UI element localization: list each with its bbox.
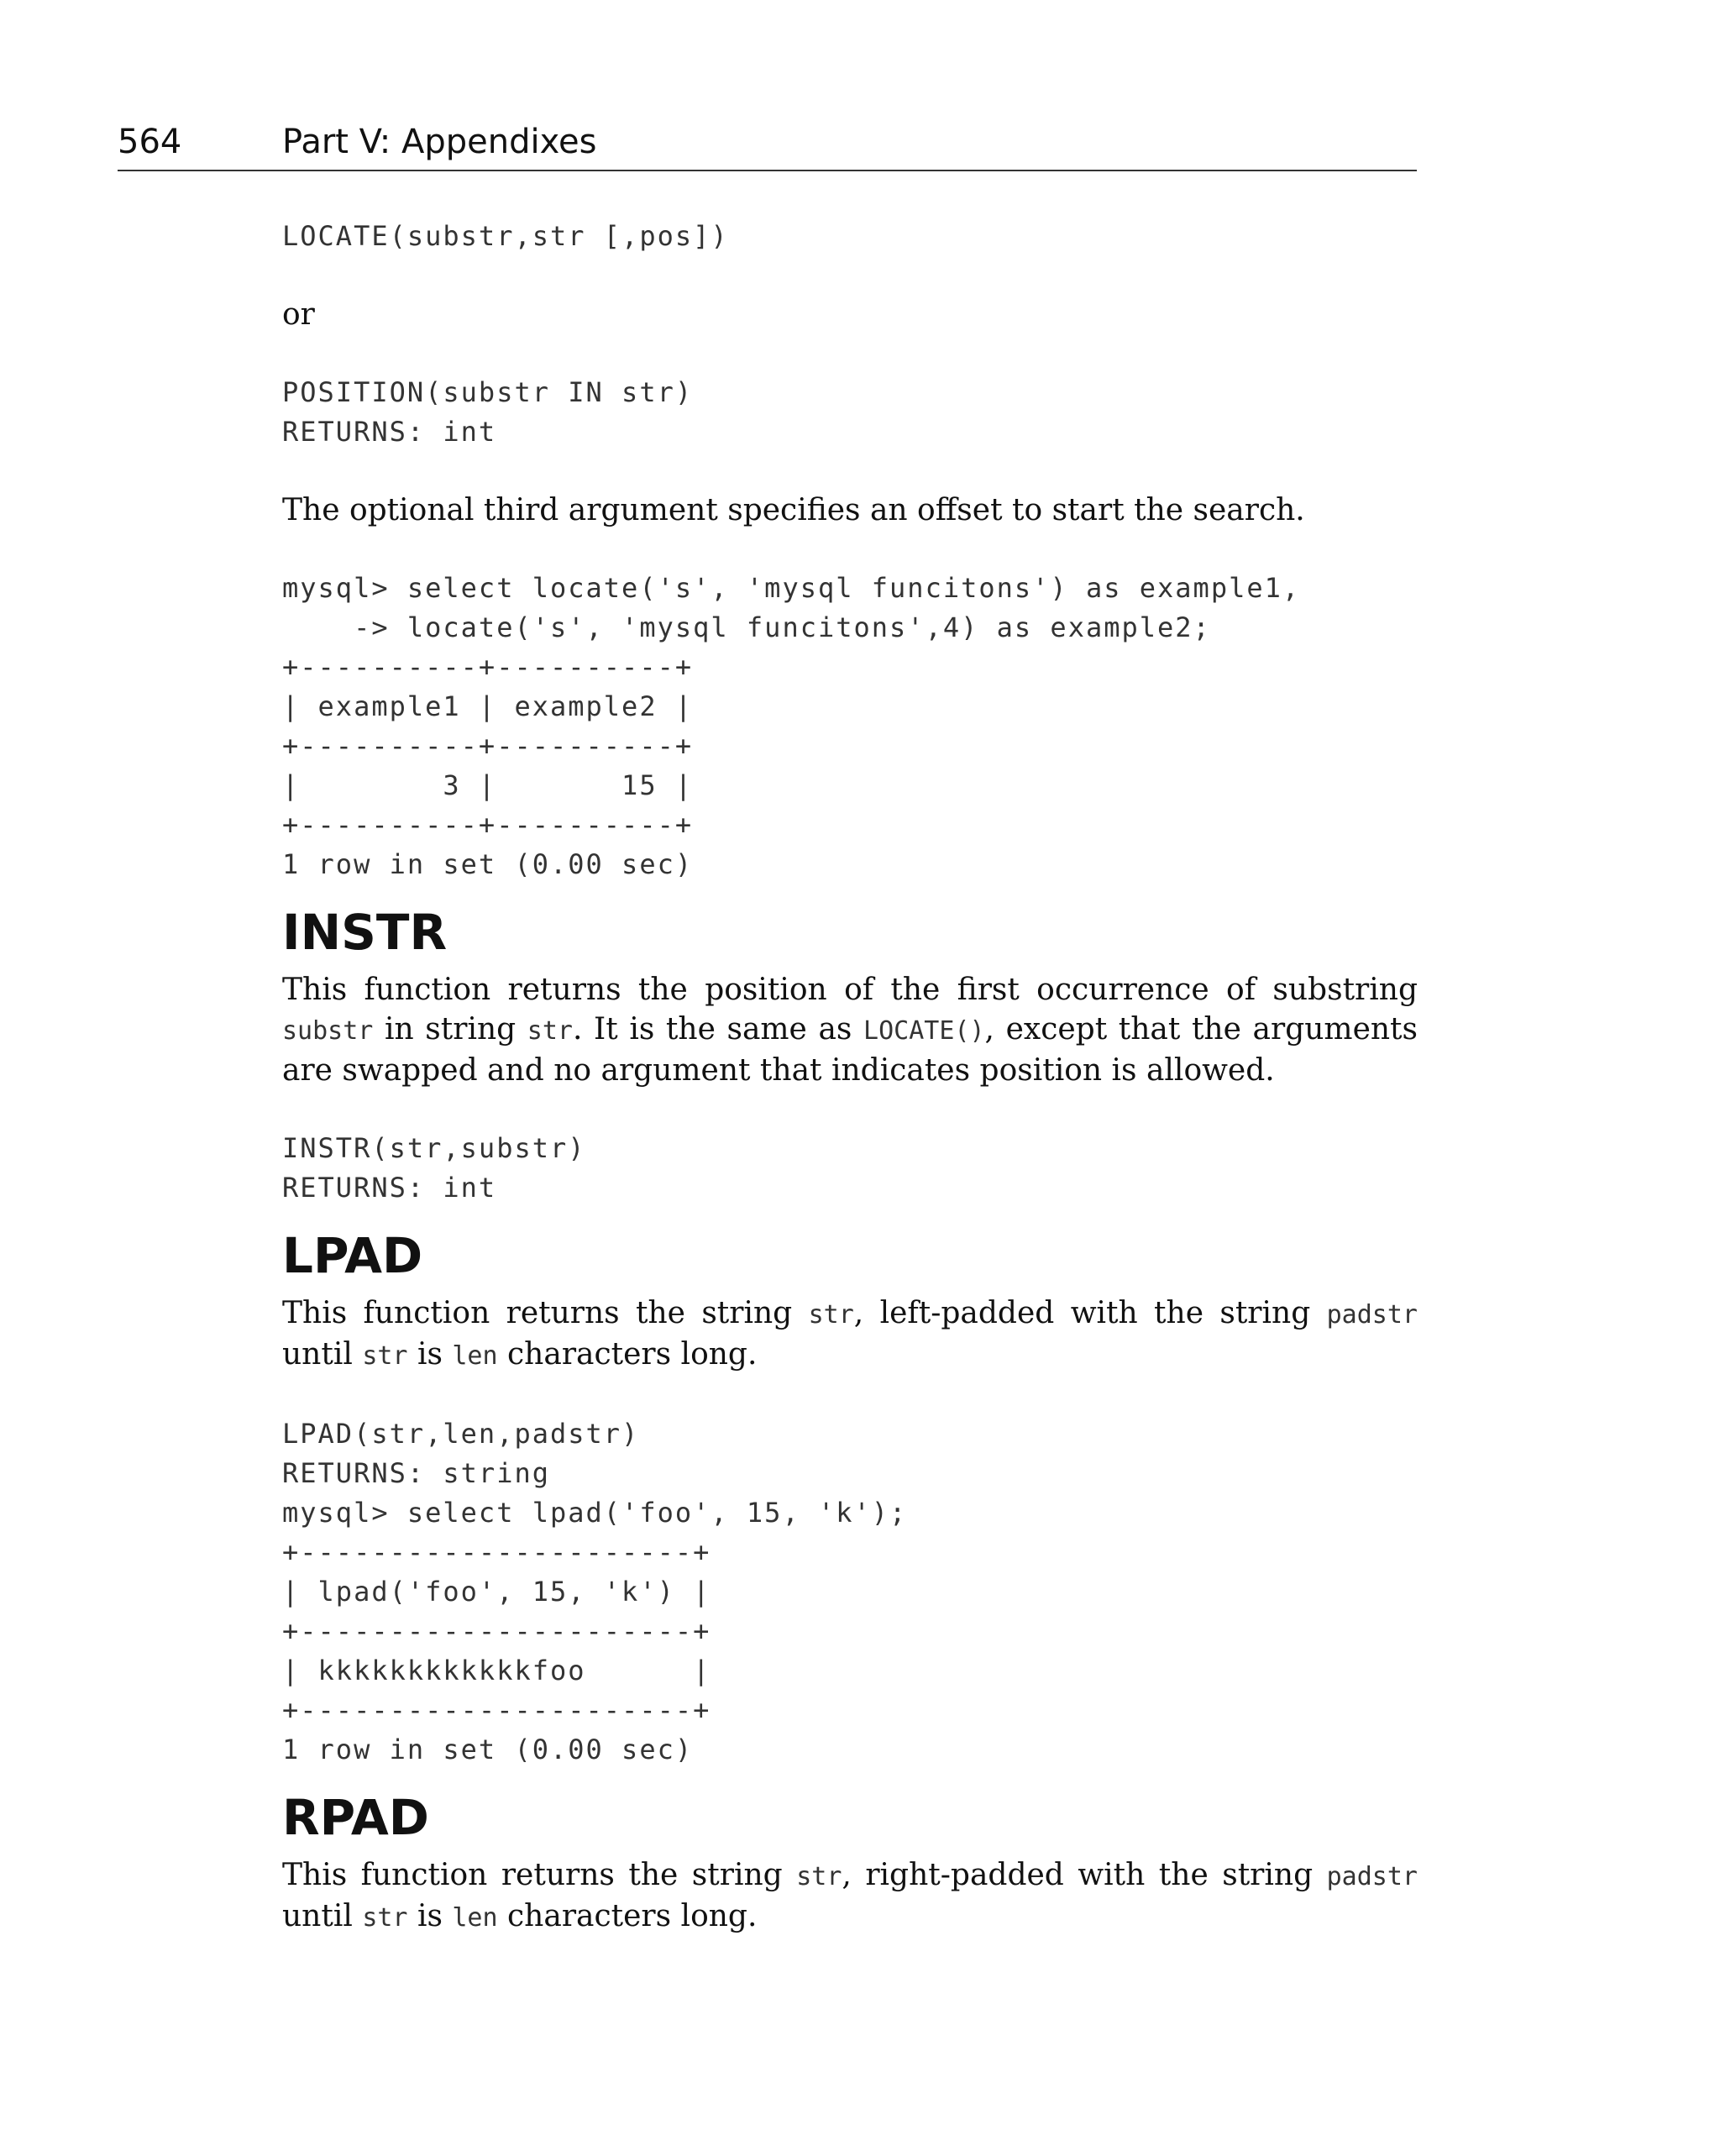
running-header bbox=[118, 118, 1417, 171]
or-text: or bbox=[282, 297, 315, 332]
code-line: +----------+----------+ bbox=[282, 730, 694, 762]
inline-code: padstr bbox=[1326, 1300, 1418, 1330]
code-line: +----------------------+ bbox=[282, 1694, 711, 1726]
lpad-heading: LPAD bbox=[282, 1227, 423, 1284]
code-line: INSTR(str,substr) bbox=[282, 1132, 586, 1164]
instr-syntax bbox=[282, 1129, 1418, 1208]
code-line: | lpad('foo', 15, 'k') | bbox=[282, 1576, 711, 1608]
code-line: | 3 | 15 | bbox=[282, 769, 694, 801]
instr-heading: INSTR bbox=[282, 904, 448, 961]
rpad-heading: RPAD bbox=[282, 1789, 429, 1846]
inline-code: str bbox=[527, 1016, 573, 1046]
part-title: Part V: Appendixes bbox=[282, 123, 597, 161]
code-line: | kkkkkkkkkkkkfoo | bbox=[282, 1655, 711, 1687]
code-line: RETURNS: string bbox=[282, 1457, 550, 1489]
inline-code: substr bbox=[282, 1016, 374, 1046]
inline-code: str bbox=[808, 1300, 854, 1330]
code-line: -> locate('s', 'mysql funcitons',4) as example2; bbox=[282, 611, 1211, 643]
code-line: mysql> select locate('s', 'mysql funcitons') as example1, bbox=[282, 572, 1301, 604]
locate-returns: RETURNS: int bbox=[282, 416, 497, 448]
inline-code: str bbox=[362, 1903, 408, 1933]
inline-code: LOCATE() bbox=[863, 1016, 985, 1046]
rpad-description: This function returns the string str, right-padded with the string padstr until str is len characters long. bbox=[282, 1858, 1418, 1933]
instr-description: This function returns the position of the first occurrence of substring substr in string str. It is the same as LOCATE(), except that the arguments are swapped and no argument that indicates position is allowed. bbox=[282, 973, 1418, 1088]
locate-note: The optional third argument specifies an offset to start the search. bbox=[282, 493, 1305, 527]
code-line: mysql> select lpad('foo', 15, 'k'); bbox=[282, 1497, 908, 1529]
code-line: 1 row in set (0.00 sec) bbox=[282, 1734, 694, 1765]
code-line: +----------------------+ bbox=[282, 1615, 711, 1647]
locate-syntax: LOCATE(substr,str [,pos]) bbox=[282, 220, 729, 252]
code-line: 1 row in set (0.00 sec) bbox=[282, 848, 694, 880]
locate-example bbox=[282, 569, 1418, 884]
inline-code: str bbox=[796, 1862, 842, 1891]
inline-code: len bbox=[452, 1903, 498, 1933]
code-line: +----------------------+ bbox=[282, 1536, 711, 1568]
inline-code: padstr bbox=[1326, 1862, 1418, 1891]
lpad-example bbox=[282, 1414, 1418, 1770]
inline-code: len bbox=[452, 1341, 498, 1371]
page-content bbox=[282, 217, 1418, 1938]
code-line: | example1 | example2 | bbox=[282, 690, 694, 722]
code-line: +----------+----------+ bbox=[282, 651, 694, 683]
code-line: +----------+----------+ bbox=[282, 809, 694, 841]
code-line: LPAD(str,len,padstr) bbox=[282, 1418, 640, 1450]
inline-code: str bbox=[362, 1341, 408, 1371]
lpad-description: This function returns the string str, left-padded with the string padstr until str is len characters long. bbox=[282, 1296, 1418, 1372]
page-number: 564 bbox=[118, 123, 182, 161]
position-syntax: POSITION(substr IN str) bbox=[282, 376, 694, 408]
code-line: RETURNS: int bbox=[282, 1172, 497, 1204]
